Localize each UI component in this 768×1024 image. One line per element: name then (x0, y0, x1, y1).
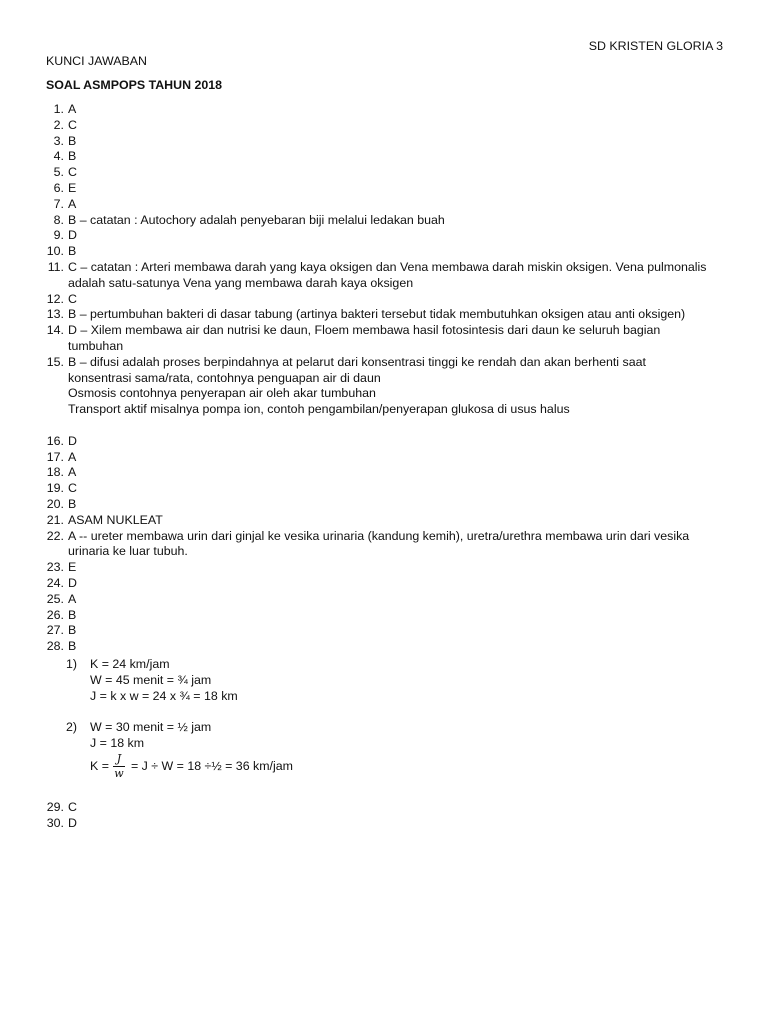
answer-text: B (68, 607, 77, 622)
fraction-numerator: J (116, 752, 122, 766)
calc-number: 2) (66, 720, 78, 735)
answer-text: C (68, 117, 77, 132)
answer-text: B (68, 623, 77, 638)
answer-item (44, 592, 724, 608)
answer-text: urinaria ke luar tubuh. (68, 544, 188, 559)
calc-part-1 (66, 657, 293, 704)
calc-line: J = 18 km (90, 735, 145, 750)
answer-text: A (68, 196, 77, 211)
answer-number: 24. (46, 575, 64, 590)
answer-item (44, 244, 724, 260)
answer-text: D (68, 815, 77, 830)
answer-text: B (68, 149, 77, 164)
answer-text: B (68, 133, 77, 148)
answer-number: 15. (46, 354, 64, 369)
answer-text: E (68, 180, 77, 195)
answer-item (44, 434, 724, 450)
answer-number: 14. (46, 323, 64, 338)
answer-text: D (68, 433, 77, 448)
answer-text: A (68, 102, 77, 116)
answer-text: A (68, 465, 77, 480)
answer-item (44, 323, 724, 355)
answer-text: B (68, 244, 77, 259)
answer-item (44, 197, 724, 213)
document-title: SOAL ASMPOPS TAHUN 2018 (46, 78, 223, 92)
answer-text: C (68, 291, 77, 306)
answer-text: A (68, 449, 77, 464)
answer-number: 3. (53, 133, 64, 148)
answer-item (44, 450, 724, 466)
answer-number: 20. (46, 496, 64, 511)
calc-line: W = 45 menit = ¾ jam (90, 672, 212, 687)
answer-number: 23. (46, 560, 64, 575)
answer-item (44, 102, 724, 118)
calc-number: 1) (66, 657, 78, 671)
answer-number: 1. (53, 102, 64, 116)
answer-text: Osmosis contohnya penyerapan air oleh akar tumbuhan (68, 386, 376, 401)
answer-item (44, 292, 724, 308)
answer-text: A (68, 591, 77, 606)
fraction (113, 753, 125, 780)
speed-formula (90, 752, 293, 782)
answer-number: 25. (46, 591, 64, 606)
answer-text: D – Xilem membawa air dan nutrisi ke daun, Floem membawa hasil fotosintesis dari daun ke seluruh bagian (68, 323, 661, 338)
answer-text: D (68, 575, 77, 590)
answer-item (44, 134, 724, 150)
answer-item (44, 213, 724, 229)
answer-text: C (68, 165, 77, 180)
answer-item (44, 481, 724, 497)
answer-item (44, 307, 724, 323)
answer-list-end (44, 800, 77, 832)
fraction-denominator: w (114, 767, 124, 781)
answer-text: C (68, 800, 77, 814)
calc-line: J = k x w = 24 x ¾ = 18 km (90, 688, 238, 703)
formula-result: = J ÷ W = 18 ÷½ = 36 km/jam (130, 758, 293, 773)
answer-number: 7. (53, 196, 64, 211)
answer-text: Transport aktif misalnya pompa ion, contoh pengambilan/penyerapan glukosa di usus halus (68, 402, 570, 417)
answer-number: 8. (53, 212, 64, 227)
answer-number: 12. (46, 291, 64, 306)
answer-text: B (68, 496, 77, 511)
answer-text (68, 418, 724, 434)
answer-number: 27. (46, 623, 64, 638)
calc-part-2 (66, 720, 293, 782)
answer-text: B – pertumbuhan bakteri di dasar tabung (artinya bakteri tersebut tidak membutuhkan oksigen atau anti oksigen) (68, 307, 686, 322)
answer-text: D (68, 228, 77, 243)
answer-key-label: KUNCI JAWABAN (46, 54, 147, 68)
answer-item (44, 513, 724, 529)
answer-item (44, 497, 724, 513)
answer-number: 18. (46, 465, 64, 480)
answer-text: B – difusi adalah proses berpindahnya at pelarut dari konsentrasi tinggi ke rendah dan akan berhenti saat (68, 354, 646, 369)
answer-item (44, 465, 724, 481)
answer-text: tumbuhan (68, 338, 124, 353)
answer-number: 9. (53, 228, 64, 243)
answer-number: 26. (46, 607, 64, 622)
calc-line: W = 30 menit = ½ jam (90, 720, 212, 735)
answer-item (44, 149, 724, 165)
school-name: SD KRISTEN GLORIA 3 (588, 39, 723, 53)
answer-item (44, 165, 724, 181)
answer-text: C – catatan : Arteri membawa darah yang kaya oksigen dan Vena membawa darah miskin oksigen. Vena pulmonalis (68, 259, 707, 274)
answer-item (44, 118, 724, 134)
answer-number: 6. (53, 180, 64, 195)
answer-text: E (68, 560, 77, 575)
answer-text: ASAM NUKLEAT (68, 512, 163, 527)
answer-text: adalah satu-satunya Vena yang membawa darah kaya oksigen (68, 275, 414, 290)
answer-number: 13. (46, 307, 64, 322)
formula-prefix: K = (90, 758, 109, 773)
answer-number: 19. (46, 481, 64, 496)
answer-item (44, 260, 724, 292)
answer-number: 11. (47, 259, 64, 274)
answer-text: B – catatan : Autochory adalah penyebaran biji melalui ledakan buah (68, 212, 445, 227)
answer-item (44, 639, 724, 655)
answer-number: 17. (46, 449, 64, 464)
answer-number: 10. (46, 244, 64, 259)
calc-line: K = 24 km/jam (90, 657, 170, 671)
answer-item (44, 623, 724, 639)
answer-item (44, 816, 77, 832)
answer-number: 28. (46, 639, 64, 654)
answer-number: 4. (53, 149, 64, 164)
answer-text: C (68, 481, 77, 496)
answer-item (44, 560, 724, 576)
answer-number: 5. (53, 165, 64, 180)
answer-text: B (68, 639, 77, 654)
answer-text: konsentrasi sama/rata, contohnya penguapan air di daun (68, 370, 381, 385)
answer-number: 29. (46, 800, 64, 814)
answer-text: A -- ureter membawa urin dari ginjal ke vesika urinaria (kandung kemih), uretra/urethra membawa urin dari vesika (68, 528, 690, 543)
calculation-work (66, 657, 293, 782)
answer-item (44, 529, 724, 561)
answer-item (44, 355, 724, 434)
answer-item (44, 800, 77, 816)
answer-number: 30. (46, 815, 64, 830)
answer-number: 22. (46, 528, 64, 543)
answer-number: 2. (53, 117, 64, 132)
answer-number: 21. (46, 512, 64, 527)
answer-item (44, 181, 724, 197)
answer-number: 16. (46, 433, 64, 448)
answer-item (44, 576, 724, 592)
answer-list (44, 102, 724, 655)
answer-item (44, 228, 724, 244)
answer-item (44, 608, 724, 624)
